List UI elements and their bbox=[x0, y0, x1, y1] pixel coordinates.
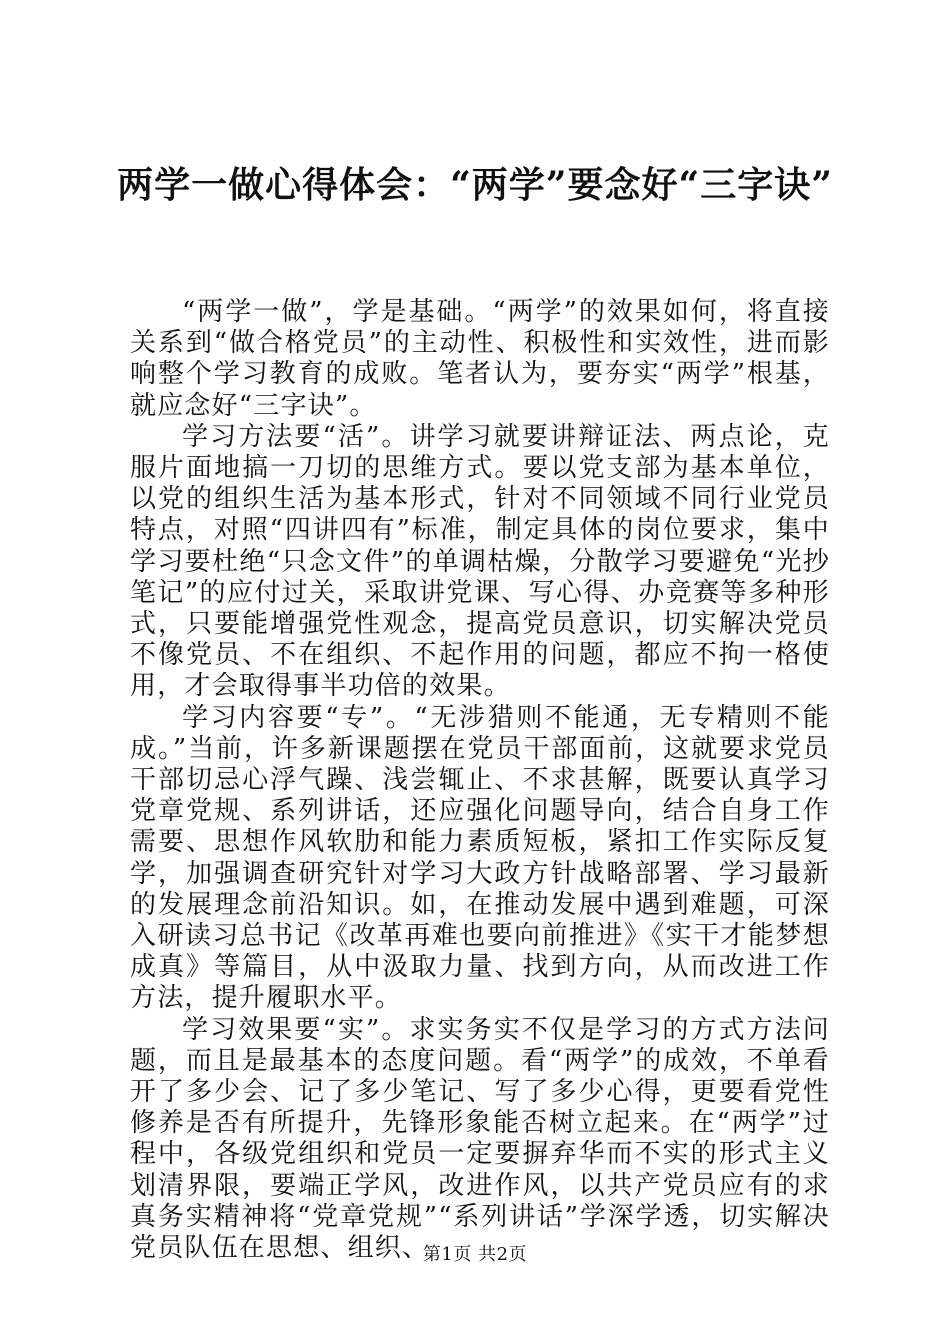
document-title: 两学一做心得体会：“两学”要念好“三字诀” bbox=[117, 164, 833, 206]
paragraph-effect: 学习效果要“实”。求实务实不仅是学习的方式方法问题，而且是最基本的态度问题。看“两学”的成效，不单看开了多少会、记了多少笔记、写了多少心得，更要看党性修养是否有所提升，先锋形象能否树立起来。在“两学”过程中，各级党组织和党员一定要摒弃华而不实的形式主义划清界限，要端正学风，改进作风，以共产党员应有的求真务实精神将“党章党规”“系列讲话”学深学透，切实解决党员队伍在思想、组织、 bbox=[130, 1014, 830, 1264]
paragraph-content: 学习内容要“专”。“无涉猎则不能通，无专精则不能成。”当前，许多新课题摆在党员干部面前，这就要求党员干部切忌心浮气躁、浅尝辄止、不求甚解，既要认真学习党章党规、系列讲话，还应强化问题导向，结合自身工作需要、思想作风软肋和能力素质短板，紧扣工作实际反复学，加强调查研究针对学习大政方针战略部署、学习最新的发展理念前沿知识。如，在推动发展中遇到难题，可深入研读习总书记《改革再难也要向前推进》《实干才能梦想成真》等篇目，从中汲取力量、找到方向，从而改进工作方法，提升履职水平。 bbox=[130, 702, 830, 1014]
document-body bbox=[130, 297, 830, 1264]
page-number-footer: 第1页 共2页 bbox=[422, 1244, 528, 1265]
paragraph-intro: “两学一做”，学是基础。“两学”的效果如何，将直接关系到“做合格党员”的主动性、积极性和实效性，进而影响整个学习教育的成败。笔者认为，要夯实“两学”根基，就应念好“三字诀”。 bbox=[130, 297, 830, 421]
paragraph-method: 学习方法要“活”。讲学习就要讲辩证法、两点论，克服片面地搞一刀切的思维方式。要以党支部为基本单位，以党的组织生活为基本形式，针对不同领域不同行业党员特点，对照“四讲四有”标准，制定具体的岗位要求，集中学习要杜绝“只念文件”的单调枯燥，分散学习要避免“光抄笔记”的应付过关，采取讲党课、写心得、办竞赛等多种形式，只要能增强党性观念，提高党员意识，切实解决党员不像党员、不在组织、不起作用的问题，都应不拘一格使用，才会取得事半功倍的效果。 bbox=[130, 421, 830, 702]
